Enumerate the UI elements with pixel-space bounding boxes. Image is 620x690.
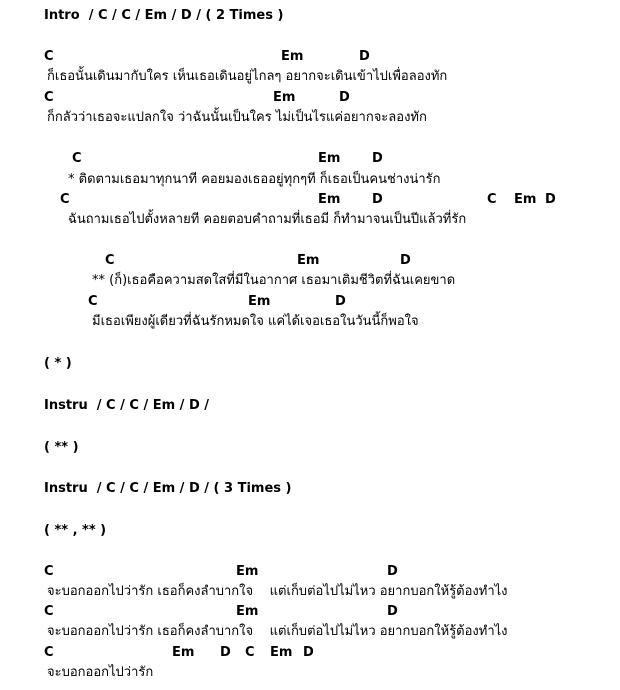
lyric-line: ก็กลัวว่าเธอจะแปลกใจ ว่าฉันนั้นเป็นใคร ไม่เป็นไรแค่อยากจะลองทัก [47,110,427,125]
chord: Em [172,645,195,660]
chord: C [44,49,54,64]
chord: D [545,192,556,207]
chord: D [400,253,411,268]
repeat-marker: ( ** , ** ) [44,523,107,538]
chord: C [245,645,255,660]
chord: Em [273,90,296,105]
repeat-marker: ( * ) [44,356,72,371]
chord: Em [318,192,341,207]
chord: D [387,604,398,619]
chord: C [487,192,497,207]
intro-line: Intro / C / C / Em / D / ( 2 Times ) [44,8,284,23]
lyric-line: มีเธอเพียงผู้เดียวที่ฉันรักหมดใจ แค่ได้เจอเธอในวันนี้ก็พอใจ [92,314,419,329]
repeat-marker: ( ** ) [44,440,79,455]
instru-line: Instru / C / C / Em / D / [44,398,210,413]
chord: C [88,294,98,309]
chord: D [335,294,346,309]
chord: D [372,151,383,166]
chord: Em [270,645,293,660]
chord: D [220,645,231,660]
instru-line: Instru / C / C / Em / D / ( 3 Times ) [44,481,292,496]
chord: C [44,564,54,579]
lyric-line: จะบอกออกไปว่ารัก เธอก็คงลำบากใจ แต่เก็บต่อไปไม่ไหว อยากบอกให้รู้ต้องทำไง [47,624,508,639]
chord: C [44,604,54,619]
chord: Em [281,49,304,64]
lyric-line: ก็เธอนั้นเดินมากับใคร เห็นเธอเดินอยู่ไกลๆ อยากจะเดินเข้าไปเพื่อลองทัก [47,69,448,84]
chord: C [72,151,82,166]
chord: D [303,645,314,660]
chord: D [372,192,383,207]
chord: D [339,90,350,105]
chord: Em [236,604,259,619]
chord: Em [514,192,537,207]
chord: C [44,90,54,105]
lyric-line: จะบอกออกไปว่ารัก เธอก็คงลำบากใจ แต่เก็บต่อไปไม่ไหว อยากบอกให้รู้ต้องทำไง [47,584,508,599]
chord: Em [297,253,320,268]
chord: D [359,49,370,64]
chord: C [44,645,54,660]
chord: Em [318,151,341,166]
chord: C [105,253,115,268]
chord: Em [236,564,259,579]
chord: Em [248,294,271,309]
chord: C [60,192,70,207]
lyric-line: ** (ก็)เธอคือความสดใสที่มีในอากาศ เธอมาเติมชีวิตที่ฉันเคยขาด [92,273,456,288]
lyric-line: * ติดตามเธอมาทุกนาที คอยมองเธออยู่ทุกๆที ก็เธอเป็นคนช่างน่ารัก [68,172,441,187]
lyric-line: จะบอกออกไปว่ารัก [47,665,154,680]
lyric-line: ฉันถามเธอไปตั้งหลายที คอยตอบคำถามที่เธอมี ก็ทำมาจนเป็นปีแล้วที่รัก [68,212,467,227]
chord: D [387,564,398,579]
